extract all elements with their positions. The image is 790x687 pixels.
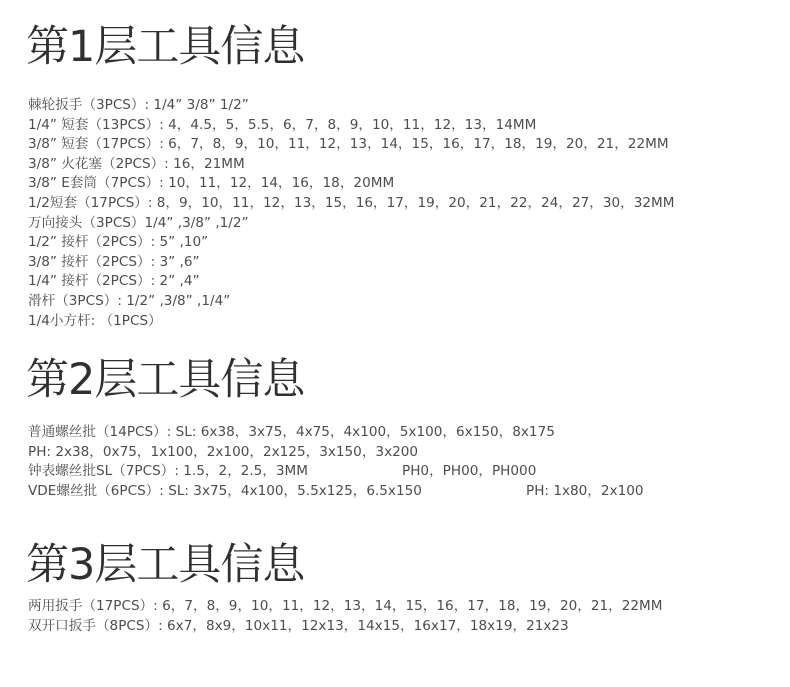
section-2-spec-list	[28, 423, 644, 501]
spec-line: 双开口扳手（8PCS）: 6x7，8x9，10x11，12x13，14x15，16x17，18x19，21x23	[28, 617, 569, 634]
spec-line-extra: PH0，PH00，PH000	[402, 463, 537, 480]
spec-line: 3/8” 短套（17PCS）: 6，7，8，9，10，11，12，13，14，15，16，17，18，19，20，21，22MM	[28, 136, 669, 153]
spec-line: 1/2” 接杆（2PCS）: 5” ,10”	[28, 234, 209, 251]
spec-line: 普通螺丝批（14PCS）: SL: 6x38，3x75，4x75，4x100，5x100，6x150，8x175	[28, 424, 555, 440]
spec-line: 棘轮扳手（3PCS）: 1/4” 3/8” 1/2”	[28, 97, 249, 113]
spec-line: 1/4小方杆: （1PCS）	[28, 312, 162, 329]
spec-line-with-extra	[28, 482, 644, 502]
spec-line: 1/4” 短套（13PCS）: 4，4.5，5，5.5，6，7，8，9，10，11，12，13，14MM	[28, 116, 537, 133]
spec-line: 万向接头（3PCS）1/4” ,3/8” ,1/2”	[28, 214, 249, 231]
section-1-spec-list	[28, 96, 675, 331]
section-2-title: 第2层工具信息	[26, 355, 305, 405]
spec-line: 1/4” 接杆（2PCS）: 2” ,4”	[28, 273, 200, 290]
section-3-title: 第3层工具信息	[26, 540, 305, 590]
spec-line: 3/8” 接杆（2PCS）: 3” ,6”	[28, 253, 200, 270]
section-3-spec-list	[28, 597, 663, 636]
spec-line: PH: 2x38，0x75，1x100，2x100，2x125，3x150，3x200	[28, 443, 419, 460]
spec-line-text: 钟表螺丝批SL（7PCS）: 1.5，2，2.5，3MM	[28, 463, 308, 480]
spec-line-extra: PH: 1x80，2x100	[526, 482, 644, 499]
spec-line-with-extra	[28, 462, 555, 482]
spec-line: 3/8” E套筒（7PCS）: 10，11，12，14，16，18，20MM	[28, 175, 395, 192]
spec-line-text: VDE螺丝批（6PCS）: SL: 3x75，4x100，5.5x125，6.5x150	[28, 482, 422, 499]
spec-line: 3/8” 火花塞（2PCS）: 16，21MM	[28, 155, 245, 172]
spec-line: 1/2短套（17PCS）: 8，9，10，11，12，13，15，16，17，19，20，21，22，24，27，30，32MM	[28, 194, 675, 211]
spec-line: 两用扳手（17PCS）: 6，7，8，9，10，11，12，13，14，15，16，17，18，19，20，21，22MM	[28, 598, 663, 614]
section-1-title: 第1层工具信息	[26, 22, 305, 72]
spec-line: 滑杆（3PCS）: 1/2” ,3/8” ,1/4”	[28, 292, 231, 309]
